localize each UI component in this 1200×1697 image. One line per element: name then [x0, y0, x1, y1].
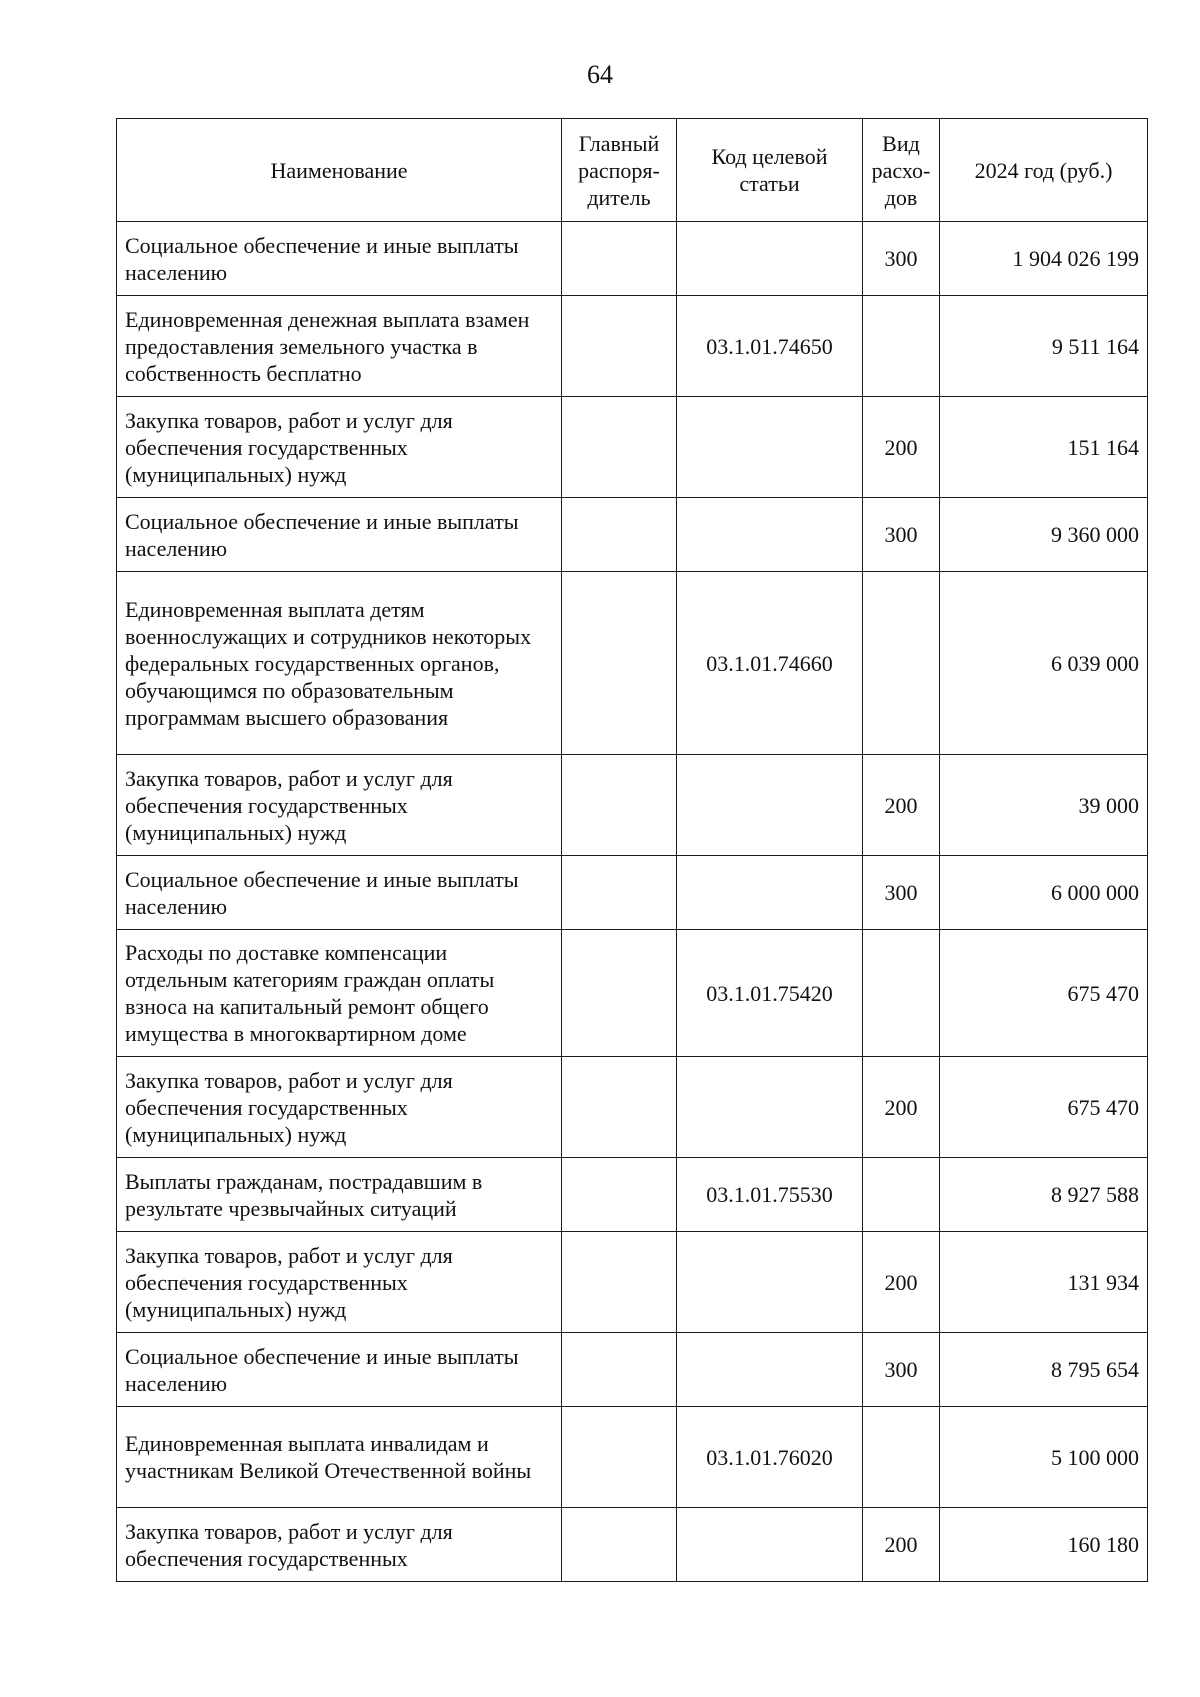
row-kind: 200	[863, 1057, 940, 1158]
row-amount: 675 470	[940, 1057, 1148, 1158]
row-kind: 200	[863, 397, 940, 498]
row-chief	[562, 1232, 677, 1333]
row-name: Закупка товаров, работ и услуг для обеспечения государственных	[117, 1508, 562, 1582]
row-name: Расходы по доставке компенсации отдельным категориям граждан оплаты взноса на капитальный ремонт общего имущества в многоквартирном доме	[117, 930, 562, 1057]
table-header	[117, 119, 1148, 222]
row-amount: 5 100 000	[940, 1407, 1148, 1508]
row-chief	[562, 222, 677, 296]
header-name: Наименование	[117, 119, 562, 222]
table-row	[117, 856, 1148, 930]
row-kind: 200	[863, 755, 940, 856]
row-amount: 131 934	[940, 1232, 1148, 1333]
row-name: Социальное обеспечение и иные выплаты населению	[117, 1333, 562, 1407]
row-amount: 6 000 000	[940, 856, 1148, 930]
table-body	[117, 222, 1148, 1582]
row-chief	[562, 296, 677, 397]
row-code: 03.1.01.74660	[677, 572, 863, 755]
row-name: Социальное обеспечение и иные выплаты населению	[117, 222, 562, 296]
row-amount: 39 000	[940, 755, 1148, 856]
row-chief	[562, 1333, 677, 1407]
row-name: Единовременная выплата детям военнослужащих и сотрудников некоторых федеральных государственных органов, обучающимся по образовательным программам высшего образования	[117, 572, 562, 755]
row-kind: 200	[863, 1232, 940, 1333]
row-code: 03.1.01.76020	[677, 1407, 863, 1508]
table-row	[117, 1057, 1148, 1158]
row-amount: 9 511 164	[940, 296, 1148, 397]
row-code	[677, 222, 863, 296]
row-amount: 8 795 654	[940, 1333, 1148, 1407]
row-code	[677, 1508, 863, 1582]
row-code	[677, 1057, 863, 1158]
row-chief	[562, 930, 677, 1057]
row-kind: 300	[863, 1333, 940, 1407]
row-name: Закупка товаров, работ и услуг для обеспечения государственных (муниципальных) нужд	[117, 1232, 562, 1333]
row-kind: 200	[863, 1508, 940, 1582]
row-chief	[562, 498, 677, 572]
table-row	[117, 397, 1148, 498]
row-code	[677, 397, 863, 498]
row-amount: 9 360 000	[940, 498, 1148, 572]
table-row	[117, 1333, 1148, 1407]
row-chief	[562, 397, 677, 498]
table-row	[117, 930, 1148, 1057]
table-row	[117, 296, 1148, 397]
row-name: Закупка товаров, работ и услуг для обеспечения государственных (муниципальных) нужд	[117, 1057, 562, 1158]
row-name: Закупка товаров, работ и услуг для обеспечения государственных (муниципальных) нужд	[117, 397, 562, 498]
row-name: Единовременная выплата инвалидам и участникам Великой Отечественной войны	[117, 1407, 562, 1508]
row-code	[677, 1333, 863, 1407]
table-row	[117, 222, 1148, 296]
table-row	[117, 1158, 1148, 1232]
row-amount: 6 039 000	[940, 572, 1148, 755]
row-code	[677, 856, 863, 930]
row-chief	[562, 572, 677, 755]
row-kind: 300	[863, 222, 940, 296]
row-chief	[562, 1057, 677, 1158]
header-kind: Вид расхо-дов	[863, 119, 940, 222]
row-name: Закупка товаров, работ и услуг для обеспечения государственных (муниципальных) нужд	[117, 755, 562, 856]
row-kind: 300	[863, 498, 940, 572]
budget-table	[116, 118, 1148, 1582]
table-row	[117, 755, 1148, 856]
header-row	[117, 119, 1148, 222]
row-amount: 160 180	[940, 1508, 1148, 1582]
row-chief	[562, 1508, 677, 1582]
row-chief	[562, 856, 677, 930]
row-amount: 151 164	[940, 397, 1148, 498]
row-name: Социальное обеспечение и иные выплаты населению	[117, 498, 562, 572]
row-amount: 8 927 588	[940, 1158, 1148, 1232]
page-number: 64	[587, 60, 613, 89]
row-chief	[562, 1407, 677, 1508]
row-code	[677, 498, 863, 572]
row-chief	[562, 755, 677, 856]
row-name: Выплаты гражданам, пострадавшим в результате чрезвычайных ситуаций	[117, 1158, 562, 1232]
row-code: 03.1.01.75420	[677, 930, 863, 1057]
row-kind	[863, 296, 940, 397]
header-code: Код целевой статьи	[677, 119, 863, 222]
row-code	[677, 1232, 863, 1333]
row-kind	[863, 1407, 940, 1508]
row-kind	[863, 930, 940, 1057]
row-kind	[863, 572, 940, 755]
row-kind: 300	[863, 856, 940, 930]
row-amount: 1 904 026 199	[940, 222, 1148, 296]
table-row	[117, 1508, 1148, 1582]
row-code: 03.1.01.74650	[677, 296, 863, 397]
header-amount: 2024 год (руб.)	[940, 119, 1148, 222]
row-chief	[562, 1158, 677, 1232]
row-name: Единовременная денежная выплата взамен предоставления земельного участка в собственность бесплатно	[117, 296, 562, 397]
row-code	[677, 755, 863, 856]
table-row	[117, 498, 1148, 572]
row-kind	[863, 1158, 940, 1232]
table-row	[117, 1407, 1148, 1508]
table-row	[117, 572, 1148, 755]
header-chief: Главный распоря-дитель	[562, 119, 677, 222]
row-name: Социальное обеспечение и иные выплаты населению	[117, 856, 562, 930]
row-code: 03.1.01.75530	[677, 1158, 863, 1232]
row-amount: 675 470	[940, 930, 1148, 1057]
table-row	[117, 1232, 1148, 1333]
